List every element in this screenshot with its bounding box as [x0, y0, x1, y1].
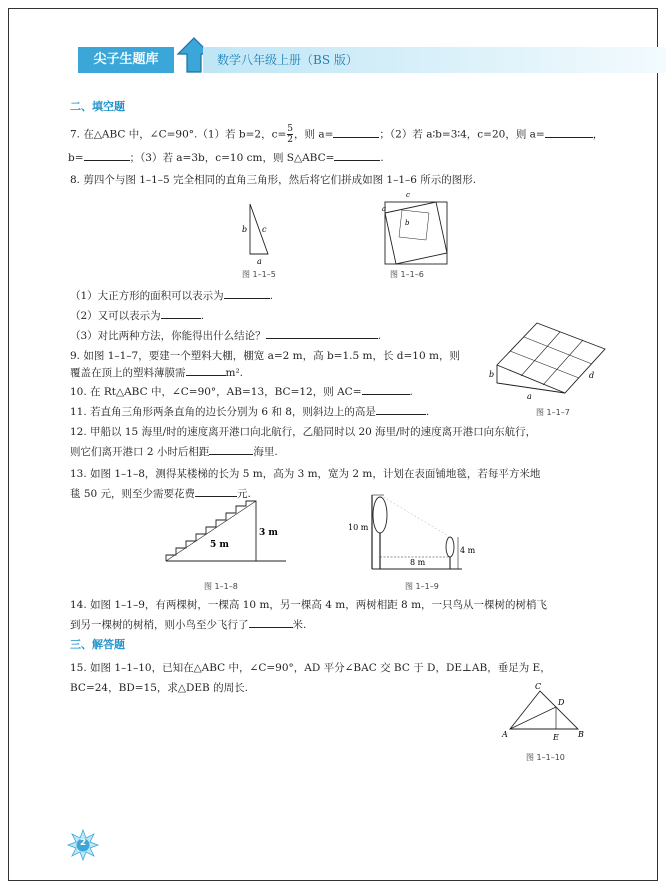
label-b: b — [242, 225, 248, 234]
q9-line2 — [70, 363, 243, 383]
q8-sub3: （3）对比两种方法，你能得出什么结论？ . — [70, 326, 381, 346]
fig-1-1-5 — [238, 202, 278, 266]
q7-blank-4[interactable] — [334, 149, 380, 161]
q7-text-d: b= — [68, 152, 84, 164]
svg-text:c: c — [406, 191, 410, 199]
q14-blank[interactable] — [249, 616, 293, 628]
q11-blank[interactable] — [376, 403, 426, 415]
fig-1-1-10 — [500, 682, 590, 745]
label-a: a — [257, 257, 262, 266]
q12-line1: 12. 甲船以 15 海里/时的速度离开港口向北航行，乙船同时以 20 海里/时的速度离开港口向东航行， — [70, 426, 537, 438]
q7-text-c: ；（2）若 a∶b=3∶4，c=20，则 a= — [379, 128, 545, 141]
q9-blank[interactable] — [186, 364, 226, 376]
tree-distance: 8 m — [410, 558, 426, 567]
q7-text: 7. 在△ABC 中，∠C=90°.（1）若 b=2，c= — [70, 128, 287, 141]
page-header — [58, 44, 666, 74]
svg-text:E: E — [553, 733, 559, 742]
q12-blank[interactable] — [209, 443, 253, 455]
section-fill-heading: 二、填空题 — [70, 100, 125, 113]
book-title: 数学八年级上册（BS 版） — [203, 47, 666, 73]
q7-line2 — [68, 148, 384, 168]
q7-text-e: ；（3）若 a=3b，c=10 cm，则 S△ABC= — [129, 152, 335, 164]
q8-sub1-text: （1）大正方形的面积可以表示为 — [70, 290, 224, 302]
q15-line1: 15. 如图 1–1–10，已知在△ABC 中，∠C=90°，AD 平分∠BAC 交 BC 于 D，DE⊥AB，垂足为 E， — [70, 662, 551, 674]
svg-text:d: d — [589, 371, 595, 380]
q7-line1: 7. 在△ABC 中，∠C=90°.（1）若 b=2，c= $\frac{5}{2}$ ，则 a= ；（2）若 a∶b=3∶4，c=20，则 a= ， — [70, 124, 604, 145]
q14-line2 — [70, 615, 306, 635]
fig-1-1-9 — [348, 493, 476, 573]
q14-text: 到另一棵树的树梢，则小鸟至少飞行了 — [70, 619, 249, 631]
fig-1-1-5-caption: 图 1–1–5 — [242, 270, 276, 279]
svg-text:C: C — [535, 682, 542, 691]
q8-sub3-text: （3）对比两种方法，你能得出什么结论？ — [70, 330, 266, 342]
page-number: 2 — [79, 838, 87, 848]
q8-sub1: （1）大正方形的面积可以表示为 . — [70, 286, 273, 306]
fig-1-1-9-caption: 图 1–1–9 — [405, 582, 439, 591]
svg-text:D: D — [558, 698, 565, 707]
fig-1-1-8-caption: 图 1–1–8 — [204, 582, 238, 591]
frac-den: 2 — [287, 135, 294, 145]
svg-text:B: B — [578, 730, 584, 739]
q10 — [70, 382, 413, 402]
q7-fraction — [287, 124, 293, 145]
q14-text-b: 米. — [292, 619, 307, 631]
q8-sub2-text: （2）又可以表示为 — [70, 310, 161, 322]
svg-text:a: a — [382, 205, 387, 213]
q15-line2: BC=24，BD=15，求△DEB 的周长. — [70, 682, 248, 694]
q7-blank-3[interactable] — [84, 149, 130, 161]
q13-text: 毯 50 元，则至少需要花费 — [70, 488, 196, 500]
q9-line1: 9. 如图 1–1–7，要建一个塑料大棚，棚宽 a=2 m，高 b=1.5 m，长 d=10 m，则 — [70, 350, 460, 362]
q10-text: 10. 在 Rt△ABC 中，∠C=90°，AB=13，BC=12，则 AC= — [70, 386, 362, 398]
q10-end: . — [409, 386, 413, 398]
svg-text:b: b — [405, 219, 410, 227]
frac-num: 5 — [287, 124, 294, 134]
q8-blank-1[interactable] — [224, 287, 270, 299]
q9-unit: m². — [225, 367, 244, 379]
tree-short-height: 4 m — [460, 546, 476, 555]
q8-blank-2[interactable] — [161, 307, 201, 319]
q9-text: 覆盖在顶上的塑料薄膜需 — [70, 367, 186, 379]
q13-line1: 13. 如图 1–1–8，测得某楼梯的长为 5 m，高为 3 m，宽为 2 m，计划在表面铺地毯，若每平方米地 — [70, 468, 541, 480]
q11-text: 11. 若直角三角形两条直角的边长分别为 6 和 8，则斜边上的高是 — [70, 406, 376, 418]
q12-text-b: 海里. — [253, 446, 278, 458]
q12-text: 则它们离开港口 2 小时后相距 — [70, 446, 210, 458]
q7-end: . — [380, 152, 384, 164]
svg-text:b: b — [489, 370, 495, 379]
q12-line2 — [70, 442, 278, 462]
svg-text:a: a — [527, 392, 532, 401]
q8-sub2: （2）又可以表示为 . — [70, 306, 204, 326]
q7-text-b: ，则 a= — [294, 128, 334, 141]
fig-1-1-6 — [381, 191, 451, 264]
q11-end: . — [425, 406, 430, 418]
stair-height: 3 m — [259, 528, 278, 538]
tree-tall-height: 10 m — [348, 523, 369, 532]
label-c: c — [262, 225, 267, 234]
fig-1-1-8 — [166, 499, 286, 569]
q13-text-b: 元. — [237, 488, 251, 500]
book-tag: 尖子生题库 — [78, 47, 174, 73]
q7-blank-2[interactable] — [545, 126, 593, 138]
fig-1-1-7-caption: 图 1–1–7 — [536, 408, 570, 417]
fig-1-1-10-caption: 图 1–1–10 — [526, 753, 565, 762]
q10-blank[interactable] — [362, 383, 410, 395]
q8-text: 8. 剪四个与图 1–1–5 完全相同的直角三角形，然后将它们拼成如图 1–1–6 所示的图形. — [70, 174, 477, 186]
q7-blank-1[interactable] — [333, 126, 379, 138]
q8-blank-3[interactable] — [266, 327, 378, 339]
q14-line1: 14. 如图 1–1–9，有两棵树，一棵高 10 m，另一棵高 4 m，两树相距 8 m，一只鸟从一棵树的树梢飞 — [70, 599, 548, 611]
svg-text:A: A — [502, 730, 508, 739]
q11 — [70, 402, 429, 422]
q13-blank[interactable] — [195, 485, 237, 497]
section-solve-heading: 三、解答题 — [70, 638, 125, 651]
fig-1-1-6-caption: 图 1–1–6 — [390, 270, 424, 279]
fig-1-1-7 — [489, 323, 605, 403]
stair-length: 5 m — [210, 540, 229, 550]
